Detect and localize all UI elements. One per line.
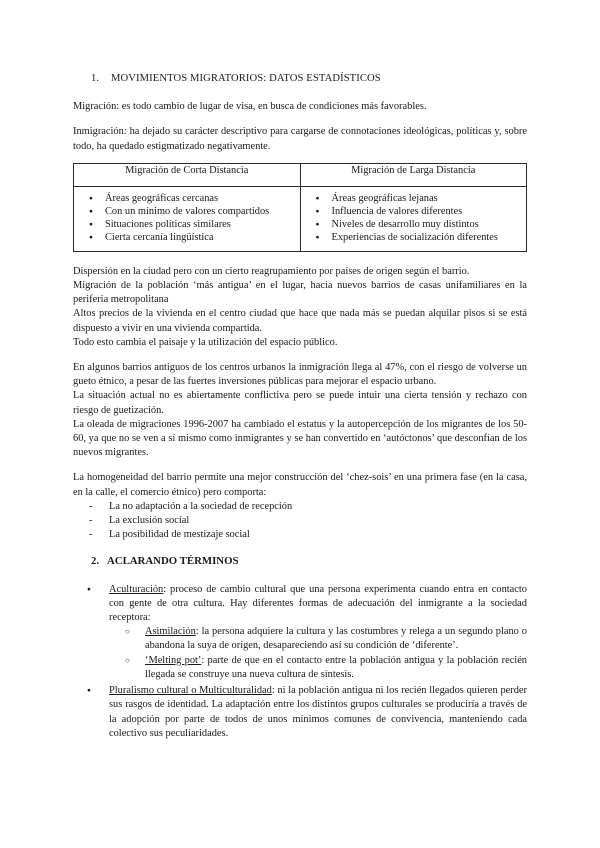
- table-body-row: [74, 186, 527, 251]
- paragraph: Altos precios de la vivienda en el centro ciudad que hace que nada más se puedan alquilar pisos si se está dispuesto a vivir en una vivienda compartida.: [73, 308, 527, 334]
- pluralismo-term: Pluralismo cultural o Multiculturalidad: [109, 685, 272, 697]
- long-distance-header: Migración de Larga Distancia: [300, 163, 527, 186]
- section2-number: 2.: [91, 555, 100, 568]
- section2-heading: [91, 554, 527, 568]
- aculturacion-sublist: [109, 625, 527, 682]
- short-distance-cell: [74, 186, 301, 251]
- short-distance-list: [78, 192, 296, 244]
- paragraph: En algunos barrios antiguos de los centros urbanos la inmigración llega al 47%, con el riesgo de volverse un gueto étnico, a pesar de las fuertes inversiones públicas para mejorar el espacio urbano.: [73, 362, 527, 388]
- paragraph: La situación actual no es abiertamente conflictiva pero se puede intuir una cierta tensión y rechazo con riesgo de guetización.: [73, 390, 527, 416]
- paragraph-block-2: [73, 361, 527, 460]
- aculturacion-text: : proceso de cambio cultural que una persona experimenta cuando entra en contacto con gente de otra cultura. Hay diferentes formas de adecuación del inmigrante a la sociedad receptora:: [109, 583, 527, 624]
- aculturacion-item: [73, 583, 527, 682]
- migracion-definition: Migración: es todo cambio de lugar de visa, en busca de condiciones más favorables.: [73, 101, 427, 113]
- list-item: - La exclusión social: [73, 514, 527, 528]
- list-item: ● Áreas geográficas cercanas: [78, 192, 296, 205]
- asimilacion-text: : la persona adquiere la cultura y las costumbres y relega a un segundo plano o abandona la suya de origen, desapareciendo así su condición de ‘diferente’.: [145, 626, 527, 652]
- list-item: - La no adaptación a la sociedad de recepción: [73, 500, 527, 514]
- list-item: ● Cierta cercanía lingüística: [78, 231, 296, 244]
- homogeneidad-list: [73, 500, 527, 543]
- list-item: ● Con un mínimo de valores compartidos: [78, 205, 296, 218]
- long-distance-cell: [300, 186, 527, 251]
- asimilacion-item: [109, 625, 527, 653]
- paragraph: Todo esto cambia el paisaje y la utilización del espacio público.: [73, 336, 338, 348]
- paragraph: Migración de la población ‘más antigua’ en el lugar, hacia nuevos barrios de casas unifamiliares en la periferia metropolitana: [73, 280, 527, 306]
- paragraph: Dispersión en la ciudad pero con un cierto reagrupamiento por países de origen según el barrio.: [73, 265, 470, 277]
- melting-pot-term: ‘Melting pot’: [145, 654, 202, 666]
- pluralismo-text: : ni la población antigua ni los recién llegados quieren perder sus rasgos de identidad. La adaptación entre los distintos grupos culturales se produciría a través de la adopción por parte de todos de unos mínimos comunes de convivencia, manteniendo cada colectivo sus peculiaridades.: [109, 685, 527, 739]
- section1-number: 1.: [91, 73, 100, 84]
- list-item: - La posibilidad de mestizaje social: [73, 528, 527, 542]
- list-item: ● Experiencias de socialización diferentes: [305, 231, 523, 244]
- list-item: ● Áreas geográficas lejanas: [305, 192, 523, 205]
- long-distance-list: [305, 192, 523, 244]
- table-header-row: [74, 163, 527, 186]
- terms-list: [73, 583, 527, 741]
- paragraph-block-1: [73, 265, 527, 350]
- pluralismo-item: [73, 684, 527, 741]
- list-item: ● Influencia de valores diferentes: [305, 205, 523, 218]
- section1-title: MOVIMIENTOS MIGRATORIOS: DATOS ESTADÍSTICOS: [111, 73, 381, 84]
- section1-heading: [91, 72, 527, 86]
- migration-comparison-table: [73, 163, 527, 252]
- inmigracion-definition: Inmigración: ha dejado su carácter descriptivo para cargarse de connotaciones ideológicas, políticas y, sobre todo, ha quedado estigmatizado negativamente.: [73, 126, 527, 152]
- document-content: [73, 72, 527, 743]
- homogeneidad-paragraph: La homogeneidad del barrio permite una mejor construcción del ‘chez-sois’ en una primera fase (en la casa, en la calle, el comercio étnico) pero comporta:: [73, 472, 527, 498]
- paragraph: La oleada de migraciones 1996-2007 ha cambiado el estatus y la autopercepción de los migrantes de los 50-60, ya que no se ven a sí mismo como inmigrantes y se han convertido en ‘autóctonos’ que desconfían de los nuevos migrantes.: [73, 418, 527, 459]
- aculturacion-term: Aculturación: [109, 583, 164, 595]
- asimilacion-term: Asimilación: [145, 626, 196, 638]
- list-item: ● Situaciones políticas similares: [78, 218, 296, 231]
- melting-pot-text: : parte de que en el contacto entre la población antigua y la población recién llegada se construye una nueva cultura de síntesis.: [145, 654, 527, 680]
- list-item: ● Niveles de desarrollo muy distintos: [305, 218, 523, 231]
- melting-pot-item: [109, 654, 527, 682]
- short-distance-header: Migración de Corta Distancia: [74, 163, 301, 186]
- section2-title: ACLARANDO TÉRMINOS: [107, 555, 239, 568]
